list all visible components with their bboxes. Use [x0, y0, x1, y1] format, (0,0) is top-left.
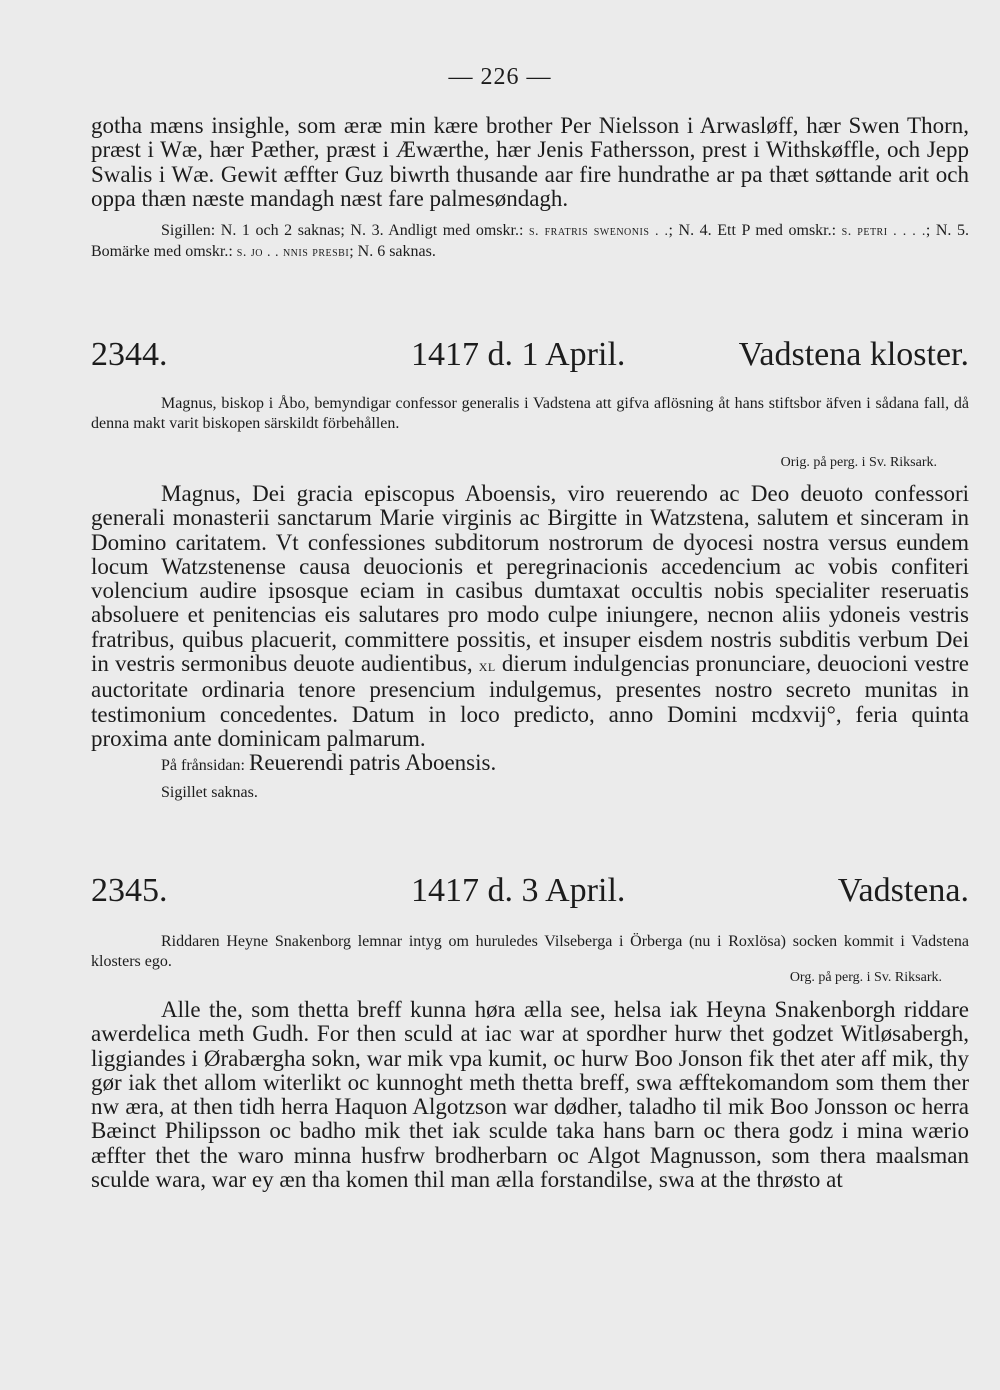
seals-part-d: ; N. 6 saknas. [349, 243, 436, 261]
continuation-section [91, 114, 969, 263]
seals-part-a: Sigillen: N. 1 och 2 saknas; N. 3. Andligt med omskr.: [161, 222, 529, 240]
doc-2345-source: Org. på perg. i Sv. Riksark. [789, 970, 942, 985]
doc-2345-place: Vadstena. [837, 872, 969, 909]
doc-2344-source: Orig. på perg. i Sv. Riksark. [780, 455, 937, 470]
seal-legend-1: s. fratris swenonis . . [528, 224, 669, 240]
doc-2344-seal-note: Sigillet saknas. [161, 783, 258, 801]
doc-2344-summary-block [91, 394, 969, 434]
doc-2344-body [91, 482, 969, 803]
doc-2344-heading [91, 336, 969, 376]
doc-2344-number: 2344. [91, 336, 168, 373]
doc-2345-number: 2345. [91, 872, 168, 909]
doc-2344-date: 1417 d. 1 April. [411, 336, 626, 373]
doc-2345-summary-block [91, 932, 969, 972]
doc-2344-summary: Magnus, biskop i Åbo, bemyndigar confessor generalis i Vadstena att gifva aflösning åt hans stiftsbor äfven i sådana fall, då denna makt varit biskopen särskildt förbehållen. [91, 395, 969, 432]
seal-legend-2: s. petri . . . . [841, 224, 926, 240]
doc-2344-text-a: Magnus, Dei gracia episcopus Aboensis, viro reuerendo ac Deo deuoto confessori generali monasterii sanctarum Marie virginis ac Birgitte in Watzstena, salutem et sinceram in Domino caritatem. Vt confessiones subditorum nostrorum de dyocesi nostra versus eundem locum Watzstenense causa deuocionis et peregrinacionis accedencium ac vobis confiteri volencium audire ipsosque eciam in casibus dumtaxat occultis nobis specialiter reseruatis absoluere et penitencias eis salutares pro modo culpe iniungere, necnon aliis ydoneis vestris fratribus, quibus placuerit, committere possitis, et insuper eisdem nostris subditis verbum Dei in vestris sermonibus deuote audientibus, [91, 481, 969, 677]
doc-2344-text-numeral: xl [478, 656, 496, 676]
doc-2345-heading [91, 872, 969, 912]
doc-2344-text [91, 482, 969, 751]
doc-2344-dorse-label: På frånsidan: [161, 757, 249, 775]
doc-2345-summary: Riddaren Heyne Snakenborg lemnar intyg om huruledes Vilseberga i Örberga (nu i Roxlösa) socken kommit i Vadstena klosters ego. [91, 933, 969, 970]
doc-2344-place: Vadstena kloster. [738, 336, 969, 373]
doc-2345-date: 1417 d. 3 April. [411, 872, 626, 909]
doc-2345-body [91, 998, 969, 1192]
seals-part-b: ; N. 4. Ett P med omskr.: [668, 222, 842, 240]
continuation-text: gotha mæns insighle, som æræ min kære brother Per Nielsson i Arwasløff, hær Swen Thorn, præst i Wæ, hær Pæther, præst i Æwærthe, hær Jenis Fathersson, prest i Withskøffle, och Jepp Swalis i Wæ. Gewit æffter Guz biwrth thusande aar fire hundrathe ar pa thæt søttande arit och oppa thæn næste mandagh næst fare palmesøndagh. [91, 113, 969, 211]
seals-part-c: ; N. 5. Bomärke med omskr.: [91, 222, 970, 261]
doc-2344-dorse [91, 751, 969, 778]
doc-2344-text-b: dierum indulgencias pronunciare, deuocioni vestre auctoritate ordinaria tenore presencium indulgemus, presentes nostro secreto munitas in testimonium concedentes. Datum in loco predicto, anno Domini mcdxvij°, feria quinta proxima ante dominicam palmarum. [91, 651, 969, 751]
doc-2345-text: Alle the, som thetta breff kunna høra ælla see, helsa iak Heyna Snakenborgh riddare awerdelica meth Gudh. For then sculd at iac war at spordher hurw thet godzet Witløsabergh, liggiandes i Ørabærgha sokn, war mik vpa kumit, oc hurw Boo Jonson fik thet ater aff mik, thy gør iak thet allom witerlikt oc kunnoght meth thetta breff, swa æfftekomandom som them ther nw æra, at then tidh herra Haquon Algotzson war dødher, taladho til mik Boo Jonsson oc herra Bæinct Philipsson oc badho mik thet iak sculde taka hans barn oc thera godz i mina wærio æffter thet the waro minna husfrw brodherbarn oc Algot Magnusson, som thera maalsman sculde wara, war ey æn tha komen thil man ælla forstandilse, swa at the thrøsto at [91, 997, 969, 1193]
seal-legend-3: s. jo . . nnis presbi [236, 245, 350, 261]
page-number: — 226 — [448, 64, 552, 90]
continuation-seals-note [91, 221, 969, 263]
doc-2344-dorse-text: Reuerendi patris Aboensis. [248, 750, 497, 776]
